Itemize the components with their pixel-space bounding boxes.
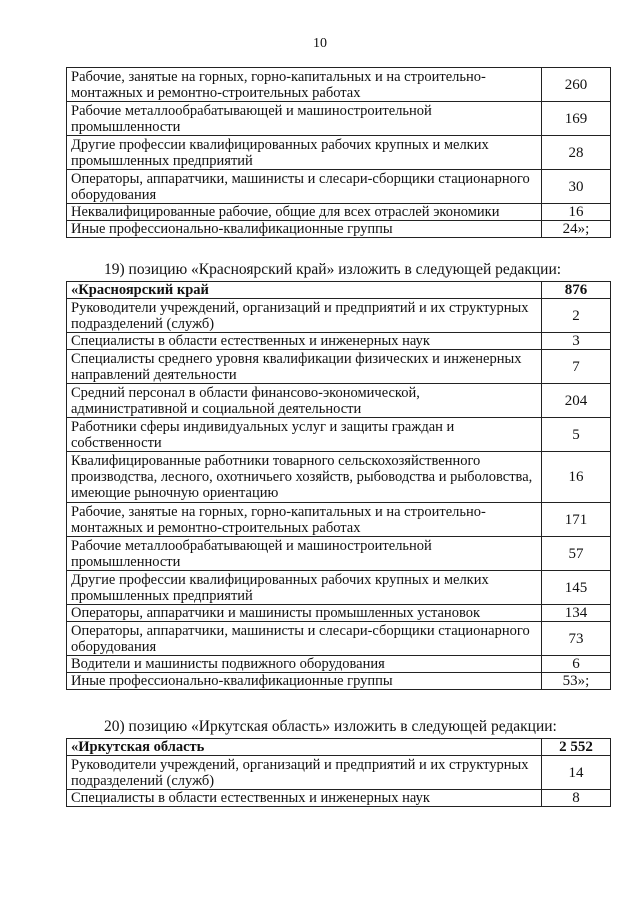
occupation-count: 24»; <box>542 221 611 238</box>
table-row <box>67 350 611 384</box>
occupation-label: Работники сферы индивидуальных услуг и защиты граждан и собственности <box>67 418 542 452</box>
region-total: 2 552 <box>542 739 611 756</box>
table-row <box>67 452 611 503</box>
occupation-label: Руководители учреждений, организаций и предприятий и их структурных подразделений (служб) <box>67 299 542 333</box>
occupation-label: Специалисты в области естественных и инженерных наук <box>67 790 542 807</box>
occupation-label: Рабочие, занятые на горных, горно-капитальных и на строительно-монтажных и ремонтно-строительных работах <box>67 503 542 537</box>
region-total: 876 <box>542 282 611 299</box>
table-row <box>67 790 611 807</box>
occupation-count: 16 <box>542 204 611 221</box>
occupation-label: Специалисты в области естественных и инженерных наук <box>67 333 542 350</box>
occupation-label: Рабочие металлообрабатывающей и машиностроительной промышленности <box>67 102 542 136</box>
table-row <box>67 605 611 622</box>
occupation-count: 28 <box>542 136 611 170</box>
table-row <box>67 221 611 238</box>
page-number: 10 <box>313 36 327 51</box>
occupation-count: 171 <box>542 503 611 537</box>
table-irkutsk <box>66 738 611 807</box>
table-row <box>67 299 611 333</box>
occupation-count: 53»; <box>542 673 611 690</box>
occupation-count: 145 <box>542 571 611 605</box>
occupation-count: 7 <box>542 350 611 384</box>
table-row <box>67 136 611 170</box>
table-row <box>67 537 611 571</box>
table-row <box>67 204 611 221</box>
occupation-label: Руководители учреждений, организаций и предприятий и их структурных подразделений (служб) <box>67 756 542 790</box>
occupation-label: Операторы, аппаратчики, машинисты и слесари-сборщики стационарного оборудования <box>67 622 542 656</box>
section-20-intro: 20) позицию «Иркутская область» изложить в следующей редакции: <box>104 718 557 735</box>
occupation-count: 73 <box>542 622 611 656</box>
occupation-count: 204 <box>542 384 611 418</box>
table-row <box>67 170 611 204</box>
table-row <box>67 673 611 690</box>
table-row <box>67 102 611 136</box>
table-continued <box>66 67 611 238</box>
occupation-label: Иные профессионально-квалификационные группы <box>67 673 542 690</box>
occupation-count: 14 <box>542 756 611 790</box>
table-row <box>67 756 611 790</box>
occupation-label: Средний персонал в области финансово-экономической, административной и социальной деятельности <box>67 384 542 418</box>
table-row <box>67 571 611 605</box>
occupation-count: 30 <box>542 170 611 204</box>
occupation-count: 169 <box>542 102 611 136</box>
occupation-label: Водители и машинисты подвижного оборудования <box>67 656 542 673</box>
region-name: «Красноярский край <box>67 282 542 299</box>
occupation-count: 57 <box>542 537 611 571</box>
region-name: «Иркутская область <box>67 739 542 756</box>
table-header-row <box>67 282 611 299</box>
table-header-row <box>67 739 611 756</box>
table-row <box>67 418 611 452</box>
occupation-count: 134 <box>542 605 611 622</box>
table-krasnoyarsk <box>66 281 611 690</box>
occupation-label: Операторы, аппаратчики и машинисты промышленных установок <box>67 605 542 622</box>
occupation-count: 260 <box>542 68 611 102</box>
occupation-label: Специалисты среднего уровня квалификации физических и инженерных направлений деятельности <box>67 350 542 384</box>
occupation-label: Квалифицированные работники товарного сельскохозяйственного производства, лесного, охотничьего хозяйств, рыбоводства и рыболовства, имеющие рыночную ориентацию <box>67 452 542 503</box>
occupation-label: Операторы, аппаратчики, машинисты и слесари-сборщики стационарного оборудования <box>67 170 542 204</box>
occupation-count: 8 <box>542 790 611 807</box>
occupation-label: Неквалифицированные рабочие, общие для всех отраслей экономики <box>67 204 542 221</box>
occupation-label: Другие профессии квалифицированных рабочих крупных и мелких промышленных предприятий <box>67 571 542 605</box>
table-row <box>67 503 611 537</box>
table-row <box>67 622 611 656</box>
table-row <box>67 333 611 350</box>
occupation-label: Иные профессионально-квалификационные группы <box>67 221 542 238</box>
table-row <box>67 656 611 673</box>
occupation-count: 2 <box>542 299 611 333</box>
occupation-count: 16 <box>542 452 611 503</box>
table-row <box>67 68 611 102</box>
occupation-count: 3 <box>542 333 611 350</box>
occupation-label: Другие профессии квалифицированных рабочих крупных и мелких промышленных предприятий <box>67 136 542 170</box>
occupation-count: 5 <box>542 418 611 452</box>
occupation-count: 6 <box>542 656 611 673</box>
section-19-intro: 19) позицию «Красноярский край» изложить в следующей редакции: <box>104 261 562 278</box>
occupation-label: Рабочие, занятые на горных, горно-капитальных и на строительно-монтажных и ремонтно-строительных работах <box>67 68 542 102</box>
occupation-label: Рабочие металлообрабатывающей и машиностроительной промышленности <box>67 537 542 571</box>
table-row <box>67 384 611 418</box>
